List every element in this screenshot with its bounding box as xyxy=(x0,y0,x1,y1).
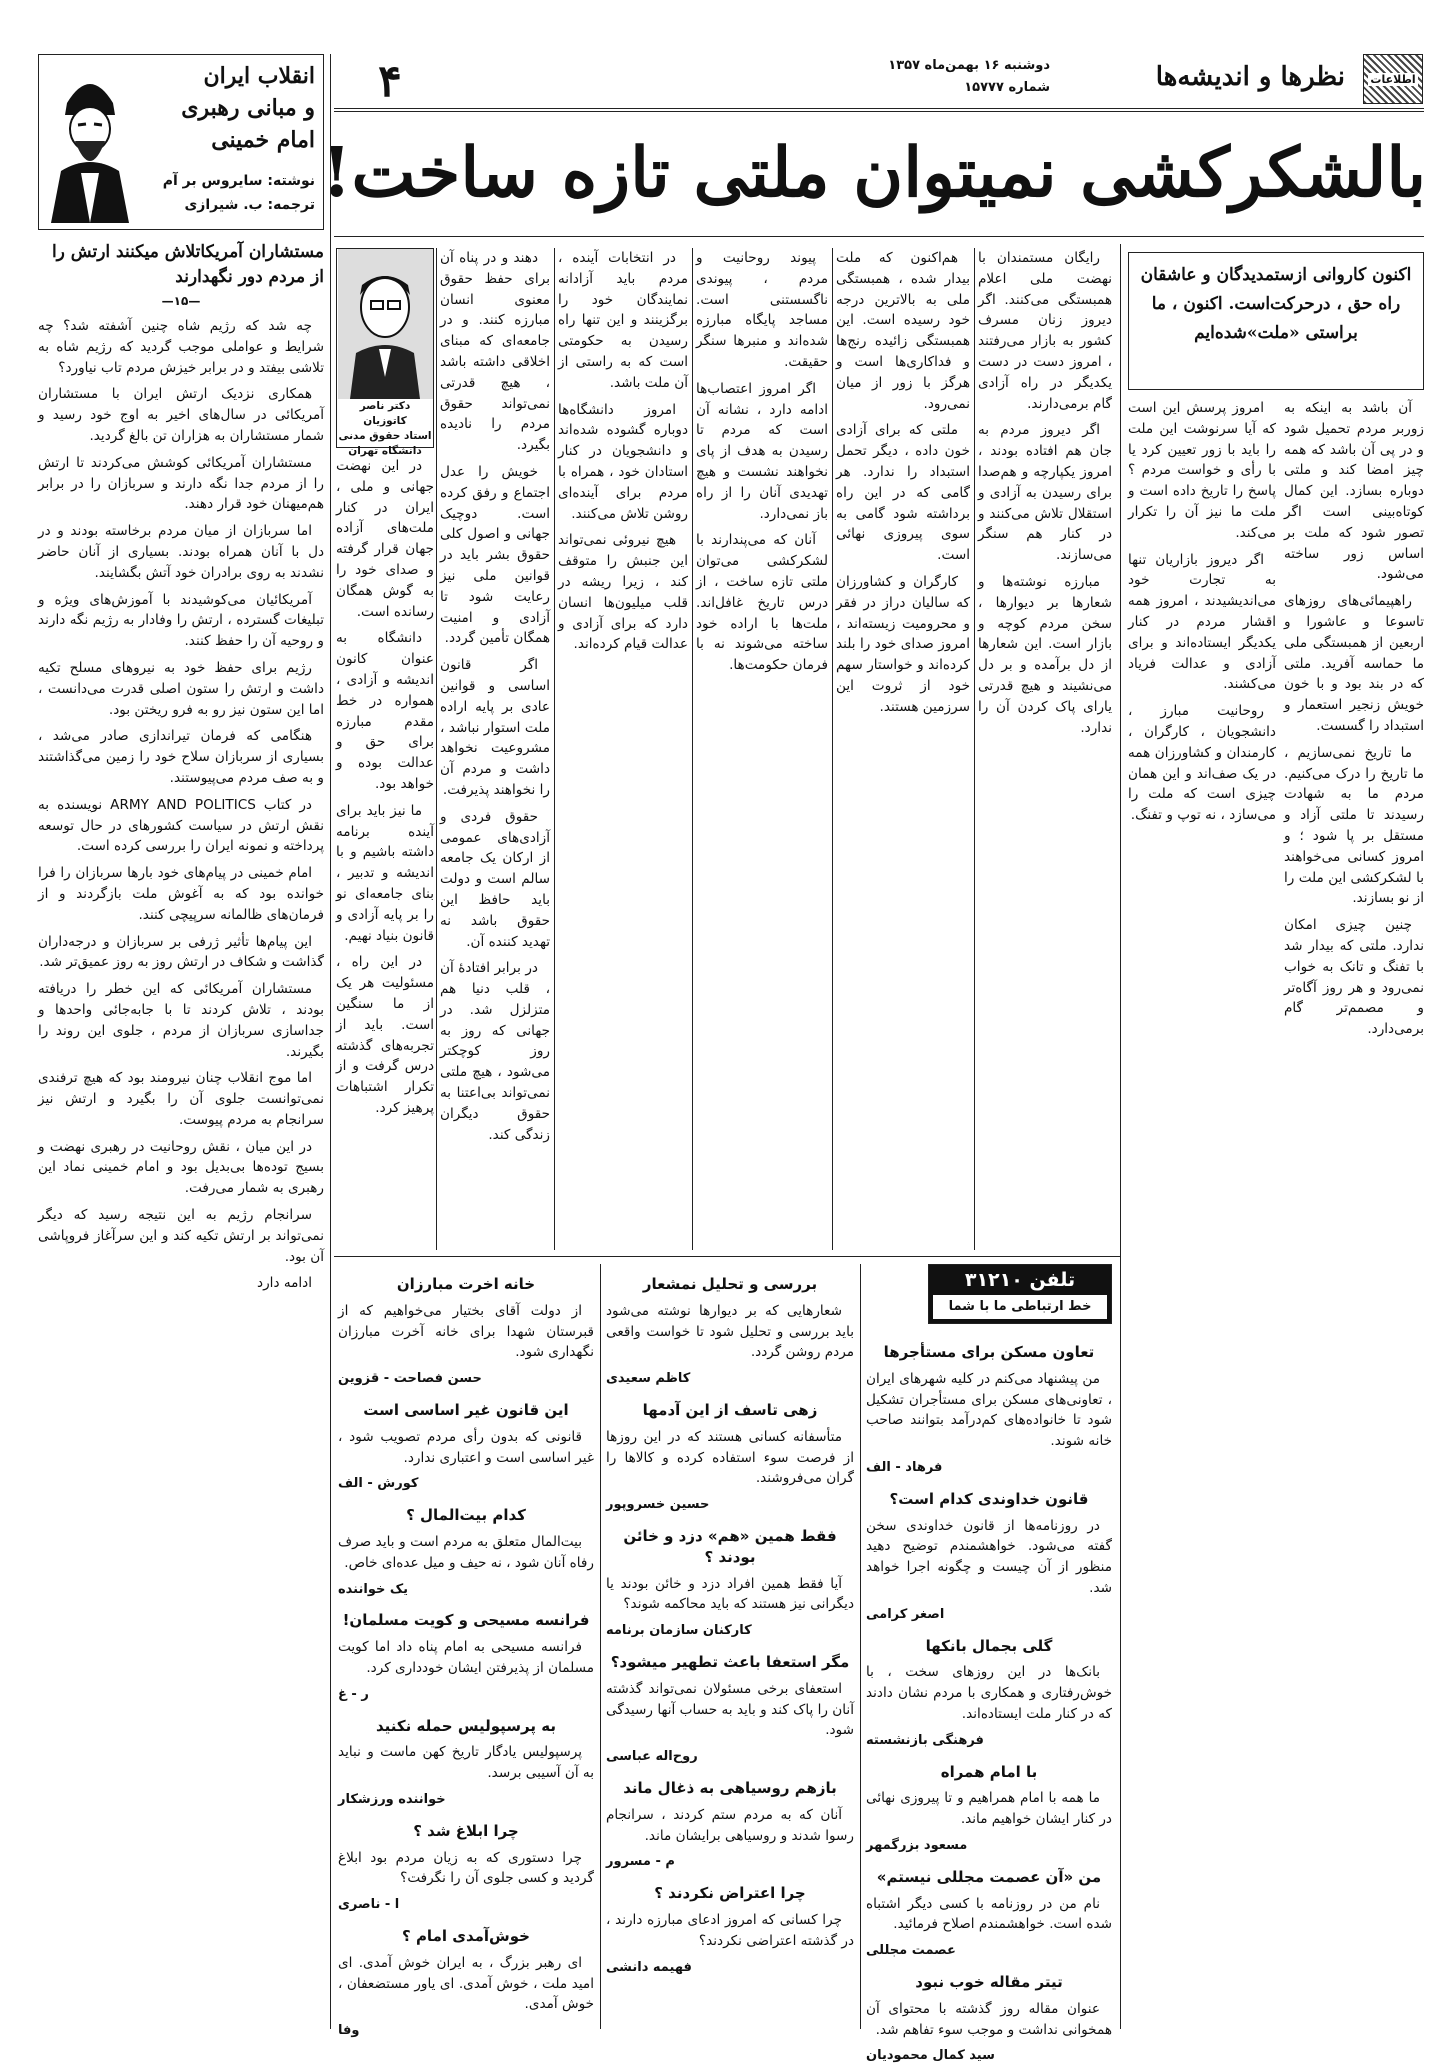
article-paragraph: روحانیت مبارز ، دانشجویان ، کارگران ، کارمندان و کشاورزان همه در یک صف‌اند و این همان چیزی است که ملت را می‌سازد ، نه توپ و تفنگ. xyxy=(1128,703,1276,824)
box-editorial-column-left xyxy=(1128,398,1276,2028)
author-article-column-1 xyxy=(440,248,550,1250)
main-headline: بالشکرکشی نمیتوان ملتی تازه ساخت! xyxy=(321,133,1426,213)
article-paragraph: امام خمینی در پیام‌های خود بارها سربازان را فرا خوانده بود که به آغوش ملت بازگردند و از فرمان‌های ظالمانه سرپیچی کنند. xyxy=(38,865,324,923)
article-paragraph: هم‌اکنون که ملت بیدار شده ، همبستگی ملی به بالاترین درجه خود رسیده است. این همبستگی زائیده رنج‌ها و فداکاری‌ها است و هرگز با زور از میان نمی‌رود. xyxy=(836,250,970,412)
letter-title: مگر استعفا باعث تطهیر میشود؟ xyxy=(610,1652,850,1671)
letter-title: فقط همین «هم» دزد و خائن بودند ؟ xyxy=(623,1526,837,1566)
article-paragraph: کارگران و کشاورزان که سالیان دراز در فقر و محرومیت زیسته‌اند ، امروز صدای خود را بلند کرده‌اند و خواستار سهم خود از ثروت این سرزمین هستند. xyxy=(836,573,970,715)
article-paragraph: در انتخابات آینده ، مردم باید آزادانه نمایندگان خود را برگزینند و این تنها راه رسیدن به حکومتی است که به راستی از آن ملت باشد. xyxy=(558,250,688,391)
middle-article-column-4 xyxy=(558,248,688,1250)
letter-title: تیتر مقاله خوب نبود xyxy=(915,1972,1063,1991)
letter-title: چرا ابلاغ شد ؟ xyxy=(413,1821,519,1840)
article-paragraph: چنین چیزی امکان ندارد. ملتی که بیدار شد با تفنگ و تانک به خواب نمی‌رود و هر روز آگاه‌تر و مصمم‌تر گام برمی‌دارد. xyxy=(1284,917,1424,1038)
page-number: ۴ xyxy=(378,56,402,107)
article-paragraph: اگر امروز اعتصاب‌ها ادامه دارد ، نشانه آن است که مردم تا رسیدن به هدف از پای نخواهند نشست و هیچ تهدیدی آنان را از راه باز نمی‌دارد. xyxy=(696,380,828,522)
issue-number: شماره ۱۵۷۷۷ xyxy=(964,80,1050,95)
letter-title: با امام همراه xyxy=(940,1762,1038,1781)
article-paragraph: مستشاران آمریکائی که این خطر را دریافته بودند ، تلاش کردند تا با جابه‌جائی واحدها و جداسازی سربازان از مردم ، جلوی این روند را بگیرند. xyxy=(38,981,324,1060)
article-paragraph: در برابر افتادهٔ آن ، قلب دنیا هم متزلزل شد. در جهانی که روز به روز کوچکتر می‌شود ، هیچ ملتی نمی‌تواند بی‌اعتنا به حقوق دیگران زندگی کند. xyxy=(440,960,550,1143)
article-paragraph: اما سربازان از میان مردم برخاسته بودند و در دل با آنان همراه بودند. بسیاری از آنان حاضر نشدند به روی برادران خود آتش بگشایند. xyxy=(38,523,324,581)
article-paragraph: ما نیز باید برای آینده برنامه داشته باشیم و با اندیشه و تدبیر ، بنای جامعه‌ای نو را بر پایه آزادی و قانون بنیاد نهیم. xyxy=(336,802,434,944)
article-paragraph: اما موج انقلاب چنان نیرومند بود که هیچ ترفندی نمی‌توانست جلوی آن را بگیرد و ارتش نیز سرانجام به مردم پیوست. xyxy=(38,1070,324,1128)
sidebar-book-title-2: و مبانی رهبری xyxy=(181,95,315,121)
letter-body: ای رهبر بزرگ ، به ایران خوش آمدی. ای امید ملت ، خوش آمدی. ای یاور مستضعفان ، خوش آمدی. xyxy=(338,1954,594,2013)
letter-title: کدام بیت‌المال ؟ xyxy=(406,1506,526,1525)
sidebar-translator: ترجمه: ب. شیرازی xyxy=(184,197,315,213)
letter-body: چرا کسانی که امروز ادعای مبارزه دارند ، در گذشته اعتراضی نکردند؟ xyxy=(606,1911,854,1949)
article-paragraph: خویش را عدل اجتماع و رفق کرده است. دوچیک جهانی و اصول کلی حقوق بشر باید در قوانین ملی نیز رعایت شود تا آزادی و امنیت همگان تأمین گردد. xyxy=(440,463,550,647)
letter-body: در روزنامه‌ها از قانون خداوندی سخن گفته می‌شود. خواهشمندم توضیح دهید منظور از آن چیست و چگونه اجرا خواهد شد. xyxy=(866,1517,1112,1596)
article-paragraph: این پیام‌ها تأثیر ژرفی بر سربازان و درجه‌داران گذاشت و شکاف در ارتش روز به روز عمیق‌تر شد. xyxy=(38,933,324,971)
article-paragraph: در کتاب ARMY AND POLITICS نویسنده به نقش ارتش در سیاست کشورهای در حال توسعه پرداخته و نمونه ایران را بررسی کرده است. xyxy=(38,796,324,855)
letter-signature: فهیمه دانشی xyxy=(606,1959,692,1975)
letter-body: بیت‌المال متعلق به مردم است و باید صرف رفاه آنان شود ، نه حیف و میل عده‌ای خاص. xyxy=(338,1533,594,1571)
letter-body: استعفای برخی مسئولان نمی‌تواند گذشته آنان را پاک کند و باید به حساب آنها رسیدگی شود. xyxy=(606,1680,854,1739)
letter-title: قانون خداوندی کدام است؟ xyxy=(889,1489,1089,1508)
letter-body: من پیشنهاد می‌کنم در کلیه شهرهای ایران ، تعاونی‌های مسکن برای مستأجران تشکیل شود تا خانواده‌های کم‌درآمد بتوانند صاحب خانه شوند. xyxy=(866,1370,1112,1450)
letter-title: خوش‌آمدی امام ؟ xyxy=(402,1926,530,1945)
letter-title: زهی تاسف از این آدمها xyxy=(642,1400,818,1419)
letter-title: تعاون مسکن برای مستأجرها xyxy=(883,1343,1095,1361)
letter-body: پرسپولیس یادگار تاریخ کهن ماست و نباید به آن آسیبی برسد. xyxy=(338,1744,594,1782)
sidebar-book-title-3: امام خمینی xyxy=(211,127,315,153)
article-paragraph: همکاری نزدیک ارتش ایران با مستشاران آمریکائی در سال‌های اخیر به اوج خود رسید و شمار مستشاران به هزاران تن بالغ گردید. xyxy=(38,386,324,444)
author-caption-university: دانشگاه تهران xyxy=(348,445,422,457)
article-paragraph: در این میان ، نقش روحانیت در رهبری نهضت و بسیج توده‌ها بی‌بدیل بود و امام خمینی نماد این رهبری به شمار می‌رفت. xyxy=(38,1138,324,1197)
article-paragraph: پیوند روحانیت و مردم ، پیوندی ناگسستنی است. مساجد پایگاه مبارزه شده‌اند و منبرها سنگر حقیقت. xyxy=(696,250,828,370)
readers-phone-banner xyxy=(928,1264,1112,1324)
article-paragraph: هیچ نیروئی نمی‌تواند این جنبش را متوقف کند ، زیرا ریشه در قلب میلیون‌ها انسان دارد که برای آزادی و عدالت قیام کرده‌اند. xyxy=(558,532,688,653)
article-paragraph: رژیم برای حفظ خود به نیروهای مسلح تکیه داشت و ارتش را ستون اصلی قدرت می‌دانست ، اما این ستون نیز رو به فرو ریختن بود. xyxy=(38,659,324,718)
article-paragraph: راهپیمائی‌های روزهای تاسوعا و عاشورا و اربعین از همبستگی ملی ما حماسه آفرید. ملتی که در بند بود و با خون خویش زنجیر استعمار و استبداد را گسست. xyxy=(1284,593,1424,734)
sidebar-book-title-1: انقلاب ایران xyxy=(203,63,315,89)
article-paragraph: در این نهضت جهانی و ملی ، ایران در کنار ملت‌های آزاده جهان قرار گرفته و صدای خود را به گوش همگان رسانده است. xyxy=(336,458,434,620)
letter-title: گلی بجمال بانکها xyxy=(925,1636,1053,1655)
letter-title: فرانسه مسیحی و کویت مسلمان! xyxy=(342,1611,590,1630)
author-article-column-2 xyxy=(336,456,434,1250)
letter-signature: کارکنان سازمان برنامه xyxy=(606,1623,752,1639)
letter-signature: روح‌اله عباسی xyxy=(606,1749,698,1765)
author-photo-box xyxy=(336,248,434,457)
letter-signature: عصمت مجللی xyxy=(866,1943,956,1959)
letter-signature: مسعود بزرگمهر xyxy=(866,1837,968,1853)
letter-signature: سید کمال محمودیان xyxy=(866,2048,995,2064)
article-paragraph: آنان که می‌پندارند با لشکرکشی می‌توان ملتی تازه ساخت ، از درس تاریخ غافل‌اند. ملت‌ها با اراده خود ساخته می‌شوند نه با فرمان حکومت‌ها. xyxy=(696,532,828,674)
letter-signature: ا - ناصری xyxy=(338,1897,400,1913)
middle-article-column-3 xyxy=(696,248,828,1250)
letter-title: بازهم روسیاهی به ذغال ماند xyxy=(623,1778,837,1797)
letter-body: ما همه با امام همراهیم و تا پیروزی نهائی در کنار ایشان خواهیم ماند. xyxy=(866,1790,1112,1828)
section-title: نظرها و اندیشه‌ها xyxy=(1155,62,1345,92)
article-paragraph: رایگان مستمندان با نهضت ملی اعلام همبستگی می‌کنند. اگر دیروز زنان مسرف کشور به بازار می‌رفتند ، امروز دست در دست یکدیگر در راه آزادی گام برمی‌دارند. xyxy=(978,250,1112,412)
article-paragraph: سرانجام رژیم به این نتیجه رسید که دیگر نمی‌تواند بر ارتش تکیه کند و این سرآغاز فروپاشی آن بود. xyxy=(38,1207,324,1265)
sidebar-article-body xyxy=(38,316,324,2028)
masthead-logo: اطلاعات xyxy=(1363,54,1423,104)
article-paragraph: دانشگاه به عنوان کانون اندیشه و آزادی ، همواره در خط مقدم مبارزه برای حق و عدالت بوده و خواهد بود. xyxy=(336,630,434,792)
letter-signature: حسین خسروپور xyxy=(606,1497,710,1513)
letter-body: متأسفانه کسانی هستند که در این روزها از فرصت سوء استفاده کرده و کالاها را گران می‌فروشند. xyxy=(606,1428,854,1487)
article-paragraph: امروز پرسش این است که آیا سرنوشت این ملت را باید با زور تعیین کرد یا با رأی و خواست مردم ؟ پاسخ را تاریخ داده است و ملت ما نیز آن را تکرار می‌کند. xyxy=(1128,400,1276,541)
middle-article-column-1 xyxy=(978,248,1112,1250)
issue-date: دوشنبه ۱۶ بهمن‌ماه ۱۳۵۷ xyxy=(888,58,1050,73)
article-paragraph: در این راه ، مسئولیت هر یک از ما سنگین است. باید از تجربه‌های گذشته درس گرفت و از تکرار اشتباهات پرهیز کرد. xyxy=(336,954,434,1116)
letter-title: این قانون غیر اساسی است xyxy=(363,1400,569,1419)
letter-signature: کاظم سعیدی xyxy=(606,1371,691,1387)
article-paragraph: حقوق فردی و آزادی‌های عمومی از ارکان یک جامعه سالم است و دولت باید حافظ این حقوق باشد نه تهدید کننده آن. xyxy=(440,808,550,950)
letter-body: از دولت آقای بختیار می‌خواهیم که از قبرستان شهدا برای خانه آخرت مبارزان نگهداری شود. xyxy=(338,1302,594,1361)
portrait-illustration xyxy=(45,63,135,223)
letter-body: عنوان مقاله روز گذشته با محتوای آن همخوانی نداشت و موجب سوء تفاهم شد. xyxy=(866,2000,1112,2038)
sidebar-serial: —۱۵— xyxy=(161,294,201,308)
letter-body: آیا فقط همین افراد دزد و خائن بودند یا دیگرانی نیز هستند که باید محاکمه شوند؟ xyxy=(606,1575,854,1613)
letter-body: شعارهایی که بر دیوارها نوشته می‌شود باید بررسی و تحلیل شود تا خواست واقعی مردم روشن گردد. xyxy=(606,1302,854,1361)
readers-letters-column-3 xyxy=(338,1264,594,2039)
letter-title: بررسی و تحلیل نمشعار xyxy=(642,1275,818,1293)
article-paragraph: ما تاریخ نمی‌سازیم ، ما تاریخ را درک می‌کنیم. مردم ما به شهادت رسیدند تا ملتی آزاد و مستقل بر پا شود ؛ و امروز کسانی می‌خواهند با لشکرکشی این ملت را از نو بسازند. xyxy=(1284,744,1424,907)
letter-title: خانه اخرت مبارزان xyxy=(396,1275,536,1293)
article-paragraph: اگر قانون اساسی و قوانین عادی بر پایه اراده ملت استوار نباشد ، مشروعیت نخواهد داشت و مردم آن را نخواهند پذیرفت. xyxy=(440,657,550,798)
letter-body: قانونی که بدون رأی مردم تصویب شود ، غیر اساسی است و اعتباری ندارد. xyxy=(338,1428,594,1466)
sidebar-author: نوشته: سایروس بر آم xyxy=(162,173,315,189)
box-editorial-column-right xyxy=(1284,398,1424,2028)
box-editorial-title xyxy=(1128,252,1424,390)
letter-signature: فرهاد - الف xyxy=(866,1459,943,1475)
letter-signature: حسن فصاحت - قزوین xyxy=(338,1371,482,1387)
letter-title: به پرسپولیس حمله نکنید xyxy=(376,1716,556,1735)
article-paragraph: دهند و در پناه آن برای حفظ حقوق معنوی انسان مبارزه کنند. و در جامعه‌ای که مبنای اخلاقی داشته باشد ، هیچ قدرتی نمی‌تواند حقوق مردم را نادیده بگیرد. xyxy=(440,250,550,454)
article-paragraph: امروز دانشگاه‌ها دوباره گشوده شده‌اند و دانشجویان در کنار استادان خود ، همراه با مردم برای آینده‌ای روشن تلاش می‌کنند. xyxy=(558,401,688,522)
letter-body: چرا دستوری که به زیان مردم بود ابلاغ گردید و کسی جلوی آن را نگرفت؟ xyxy=(338,1849,594,1887)
article-paragraph: آن باشد به اینکه به زوربر مردم تحمیل شود و در پی آن باشد که همه چیز امضا کند و ملتی دوباره بسازد. این کمال کوتاه‌بینی است اگر تصور شود که ملت بر اساس زور ساخته می‌شود. xyxy=(1284,400,1424,583)
article-paragraph: اگر دیروز مردم به جان هم افتاده بودند ، امروز یکپارچه و هم‌صدا برای رسیدن به آزادی و استقلال تلاش می‌کنند و در کنار هم سنگر می‌سازند. xyxy=(978,422,1112,564)
portrait-imam xyxy=(45,63,135,223)
letter-title: چرا اعتراض نکردند ؟ xyxy=(654,1884,806,1903)
letter-signature: وفا xyxy=(338,2023,360,2039)
letter-title: من «آن عصمت مجللی نیستم» xyxy=(876,1867,1102,1886)
letter-signature: خواننده ورزشکار xyxy=(338,1791,446,1807)
letter-body: آنان که به مردم ستم کردند ، سرانجام رسوا شدند و روسیاهی برایشان ماند. xyxy=(606,1806,854,1844)
letter-signature: اصغر کرامی xyxy=(866,1606,945,1622)
article-paragraph: مستشاران آمریکائی کوشش می‌کردند تا ارتش را از مردم جدا نگه دارند و سربازان را در برابر هم‌میهنان خود قرار دهند. xyxy=(38,454,324,513)
readers-letters-column-2 xyxy=(606,1264,854,2028)
box-editorial-title-text: اکنون کاروانی ازستمدیدگان و عاشقان راه حق ، درحرکت‌است. اکنون ، ما براستی «ملت»شده‌ایم xyxy=(1140,265,1412,343)
author-caption-title: استاد حقوق مدنی xyxy=(338,430,432,442)
middle-article-column-2 xyxy=(836,248,970,1250)
letter-signature: م - مسرور xyxy=(606,1854,675,1870)
author-photo xyxy=(338,249,433,399)
readers-phone-label: تلفن ۳۱۲۱۰ xyxy=(964,1269,1076,1291)
letter-body: نام من در روزنامه با کسی دیگر اشتباه شده است. خواهشمندم اصلاح فرمائید. xyxy=(866,1895,1112,1933)
article-paragraph: ادامه دارد xyxy=(257,1275,312,1292)
letter-body: بانک‌ها در این روزهای سخت ، با خوش‌رفتاری و همکاری با مردم نشان دادند که در کنار ملت ایستاده‌اند. xyxy=(866,1664,1112,1722)
article-paragraph: هنگامی که فرمان تیراندازی صادر می‌شد ، بسیاری از سربازان سلاح خود را زمین می‌گذاشتند و به صف مردم می‌پیوستند. xyxy=(38,728,324,786)
readers-phone-sub: خط ارتباطی ما با شما xyxy=(933,1295,1107,1319)
sidebar-headline: مستشاران آمریکاتلاش میکنند ارتش را از مردم دور نگهدارند xyxy=(51,242,324,287)
article-paragraph: آمریکائیان می‌کوشیدند با آموزش‌های ویژه و تبلیغات گسترده ، ارتش را وفادار به رژیم نگه دارند و روحیه آن را حفظ کنند. xyxy=(38,591,324,650)
letter-signature: کورش - الف xyxy=(338,1476,419,1492)
article-paragraph: چه شد که رژیم شاه چنین آشفته شد؟ چه شرایط و عواملی موجب گردید که رژیم شاه به تلاشی بیفتد و در برابر خیزش مردم تاب نیاورد؟ xyxy=(38,318,324,376)
article-paragraph: اگر دیروز بازاریان تنها به تجارت خود می‌اندیشیدند ، امروز همه اقشار مردم در کنار یکدیگر ایستاده‌اند و برای آزادی و عدالت فریاد می‌کشند. xyxy=(1128,551,1276,693)
author-caption-name: دکتر ناصر کاتوزیان xyxy=(359,400,411,427)
letter-signature: یک خواننده xyxy=(338,1581,409,1597)
letter-body: فرانسه مسیحی به امام پناه داد اما کویت مسلمان از پذیرفتن ایشان خودداری کرد. xyxy=(338,1639,594,1676)
readers-letters-column-1 xyxy=(866,1332,1112,2064)
letter-signature: فرهنگی بازنشسته xyxy=(866,1732,984,1748)
article-paragraph: مبارزه نوشته‌ها و شعارها بر دیوارها ، سخن مردم کوچه و بازار است. این شعارها از دل برآمده و بر دل می‌نشیند و هیچ قدرتی یارای پاک کردن آن را ندارد. xyxy=(978,573,1112,736)
article-paragraph: ملتی که برای آزادی خون داده ، دیگر تحمل استبداد را ندارد. هر گامی که در این راه برداشته شود گامی به سوی پیروزی نهائی است. xyxy=(836,422,970,564)
sidebar-book-box xyxy=(38,54,324,230)
letter-signature: ر - غ xyxy=(338,1686,369,1702)
